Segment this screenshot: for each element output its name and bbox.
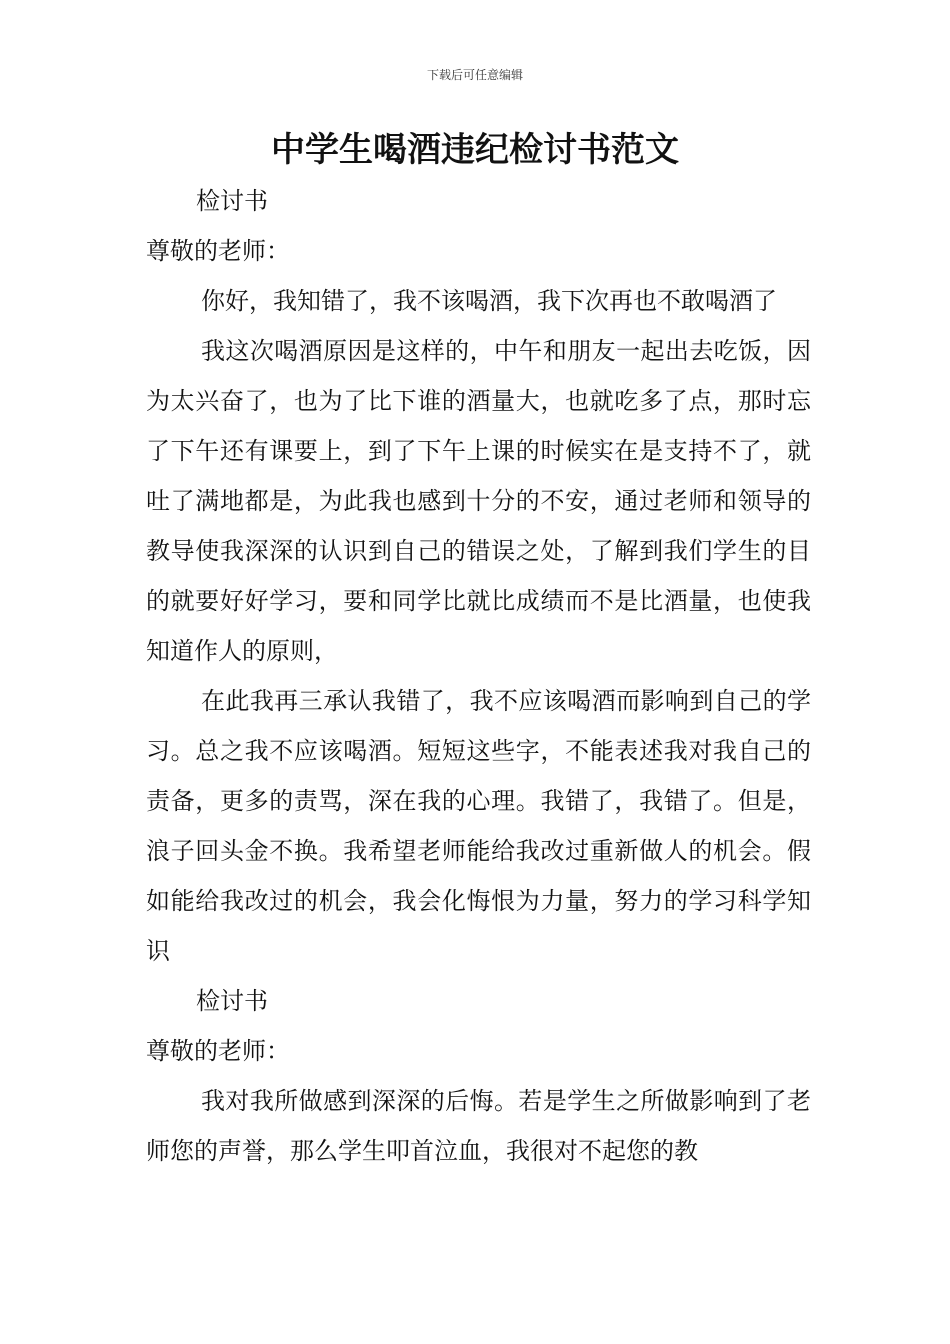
header-note: 下载后可任意编辑 <box>426 68 523 82</box>
letter-salutation: 尊敬的老师： <box>146 1037 290 1065</box>
paragraph: 我这次喝酒原因是这样的，中午和朋友一起出去吃饭，因为太兴奋了，也为了比下谁的酒量大，也就吃多了点，那时忘了下午还有课要上，到了下午上课的时候实在是支持不了，就吐了满地都是，为此我也感到十分的不安，通过老师和领导的教导使我深深的认识到自己的错误之处，了解到我们学生的目的就要好好学习，要和同学比就比成绩而不是比酒量，也使我知道作人的原则， <box>146 337 811 665</box>
paragraph: 我对我所做感到深深的后悔。若是学生之所做影响到了老师您的声誉，那么学生叩首泣血，我很对不起您的教 <box>146 1087 811 1165</box>
letter-salutation: 尊敬的老师： <box>146 237 290 265</box>
document-body <box>146 176 811 1176</box>
paragraph: 在此我再三承认我错了，我不应该喝酒而影响到自己的学习。总之我不应该喝酒。短短这些字，不能表述我对我自己的责备，更多的责骂，深在我的心理。我错了，我错了。但是，浪子回头金不换。我希望老师能给我改过重新做人的机会。假如能给我改过的机会，我会化悔恨为力量，努力的学习科学知识 <box>146 687 811 965</box>
letter-heading: 检讨书 <box>196 187 268 215</box>
document-title: 中学生喝酒违纪检讨书范文 <box>271 130 679 170</box>
paragraph: 你好，我知错了，我不该喝酒，我下次再也不敢喝酒了 <box>201 287 777 315</box>
letter-heading: 检讨书 <box>196 987 268 1015</box>
